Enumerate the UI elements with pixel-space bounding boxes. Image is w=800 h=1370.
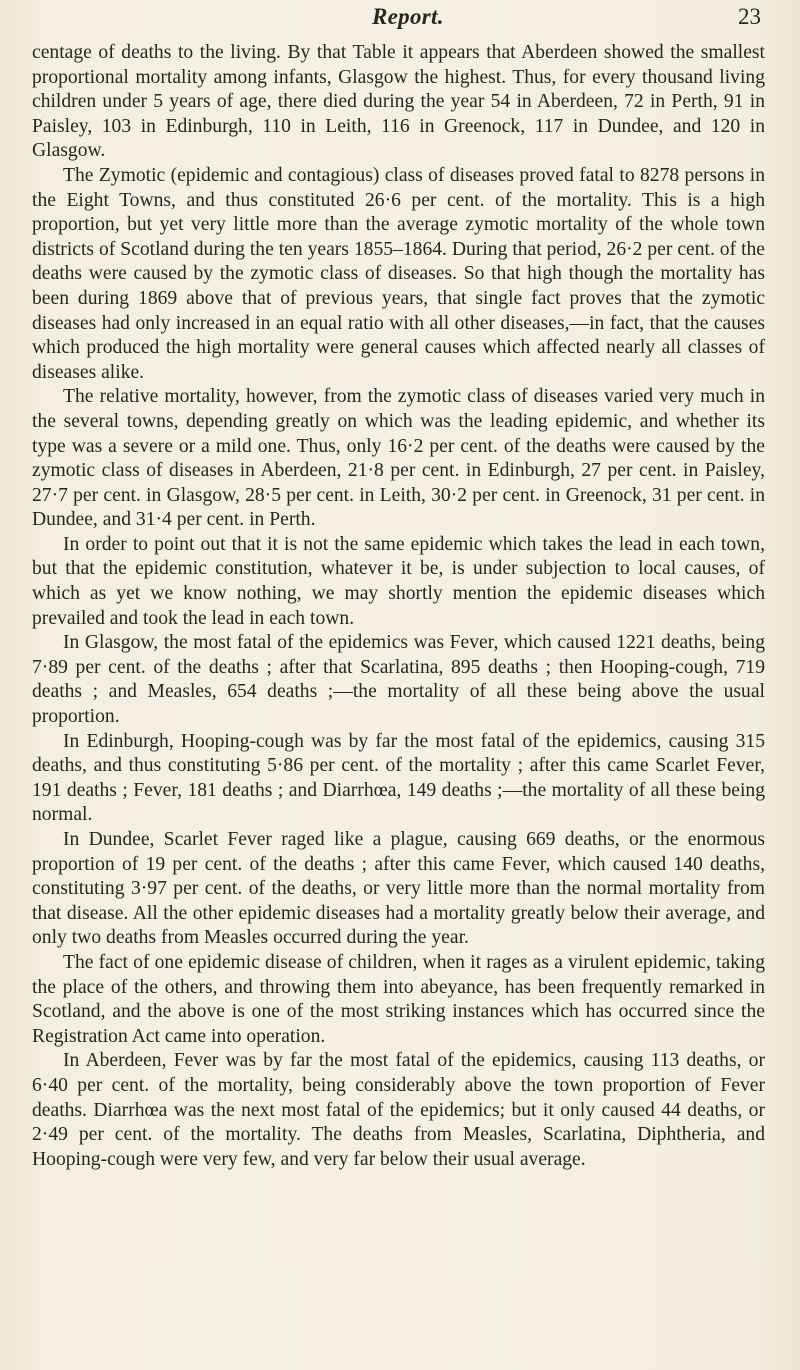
page-number: 23 [738,4,761,29]
paragraph-glasgow: In Glasgow, the most fatal of the epidemics was Fever, which caused 1221 deaths, being 7·89 per cent. of the deaths ; after that Scarlatina, 895 deaths ; then Hooping-cough, 719 deaths ; and Measles, 654 deaths ;—the mortality of all these being above the usual proportion. [32,632,765,728]
body-text [32,41,765,1172]
paragraph-epidemic-fact: The fact of one epidemic disease of children, when it rages as a virulent epidemic, taking the place of the others, and throwing them into abeyance, has been frequently remarked in Scotland, and the above is one of the most striking instances which has occurred since the Registration Act came into operation. [32,951,765,1047]
paragraph-zymotic-class: The Zymotic (epidemic and contagious) class of diseases proved fatal to 8278 persons in the Eight Towns, and thus constituted 26·6 per cent. of the mortality. This is a high proportion, but yet very little more than the average zymotic mortality of the whole town districts of Scotland during the ten years 1855–1864. During that period, 26·2 per cent. of the deaths were caused by the zymotic class of diseases. So that high though the mortality has been during 1869 above that of previous years, that single fact proves that the zymotic diseases had only increased in an equal ratio with all other diseases,—in fact, that the causes which produced the high mortality were general causes which affected nearly all classes of diseases alike. [32,164,765,383]
paragraph-aberdeen: In Aberdeen, Fever was by far the most fatal of the epidemics, causing 113 deaths, or 6·40 per cent. of the mortality, being considerably above the town proportion of Fever deaths. Diarrhœa was the next most fatal of the epidemics; but it only caused 44 deaths, or 2·49 per cent. of the mortality. The deaths from Measles, Scarlatina, Diphtheria, and Hooping-cough were very few, and very far below their usual average. [32,1050,765,1170]
paragraph-relative-mortality: The relative mortality, however, from the zymotic class of diseases varied very much in the several towns, depending greatly on which was the leading epidemic, and whether its type was a severe or a mild one. Thus, only 16·2 per cent. of the deaths were caused by the zymotic class of diseases in Aberdeen, 21·8 per cent. in Edinburgh, 27 per cent. in Paisley, 27·7 per cent. in Glasgow, 28·5 per cent. in Leith, 30·2 per cent. in Greenock, 31 per cent. in Dundee, and 31·4 per cent. in Perth. [32,386,765,531]
paragraph-edinburgh: In Edinburgh, Hooping-cough was by far the most fatal of the epidemics, causing 315 deaths, and thus constituting 5·86 per cent. of the mortality ; after this came Scarlet Fever, 191 deaths ; Fever, 181 deaths ; and Diarrhœa, 149 deaths ;—the mortality of all these being normal. [32,730,765,826]
paragraph-epidemic-constitution: In order to point out that it is not the same epidemic which takes the lead in each town, but that the epidemic constitution, whatever it be, is under subjection to local causes, of which as yet we know nothing, we may shortly mention the epidemic diseases which prevailed and took the lead in each town. [32,533,765,629]
paragraph-continuation: centage of deaths to the living. By that Table it appears that Aberdeen showed the smallest proportional mortality among infants, Glasgow the highest. Thus, for every thousand living children under 5 years of age, there died during the year 54 in Aberdeen, 72 in Perth, 91 in Paisley, 103 in Edinburgh, 110 in Leith, 116 in Greenock, 117 in Dundee, and 120 in Glasgow. [32,42,765,162]
running-head [0,4,800,38]
paragraph-dundee: In Dundee, Scarlet Fever raged like a plague, causing 669 deaths, or the enormous proportion of 19 per cent. of the deaths ; after this came Fever, which caused 140 deaths, constituting 3·97 per cent. of the deaths, or very little more than the normal mortality from that disease. All the other epidemic diseases had a mortality greatly below their average, and only two deaths from Measles occurred during the year. [32,829,765,949]
running-title: Report. [372,4,444,29]
